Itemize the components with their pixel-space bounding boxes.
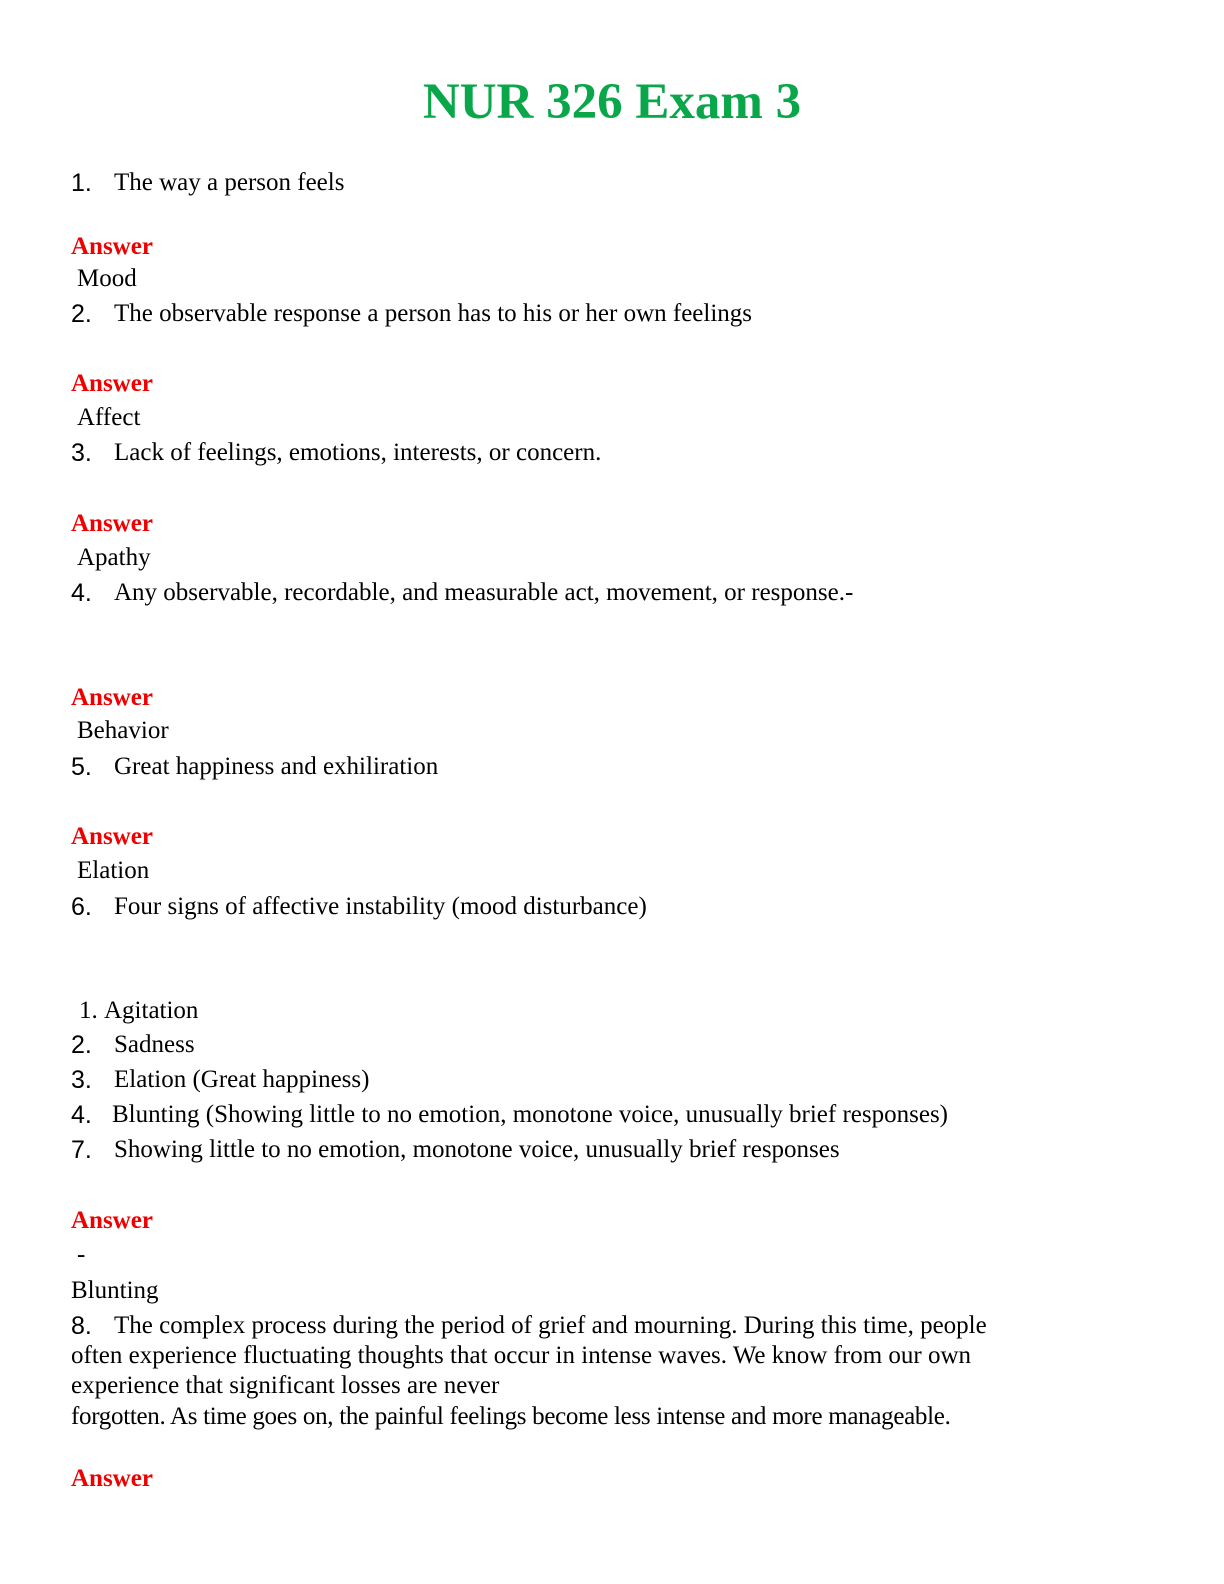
list-item-3: Elation (Great happiness) [114,1066,370,1093]
answer-text-3: Apathy [77,544,151,571]
question-text-2: The observable response a person has to his or her own feelings [114,300,753,327]
list-number-2: 2. [71,1031,92,1059]
question-number-2: 2. [71,300,92,328]
question-number-4: 4. [71,579,92,607]
question-text-8-line-3: experience that significant losses are never [71,1372,500,1399]
list-number-4: 4. [71,1101,92,1129]
page-title: NUR 326 Exam 3 [422,74,802,130]
question-number-1: 1. [71,169,92,197]
answer-label-2: Answer [71,370,153,397]
answer-dash-7: - [77,1241,86,1268]
question-text-3: Lack of feelings, emotions, interests, or concern. [114,439,602,466]
list-number-3: 3. [71,1066,92,1094]
question-number-6: 6. [71,893,92,921]
answer-text-2: Affect [77,404,141,431]
question-number-8: 8. [71,1312,92,1340]
question-text-6: Four signs of affective instability (mood disturbance) [114,893,647,920]
list-item-1: Agitation [104,997,199,1024]
answer-text-4: Behavior [77,717,169,744]
question-text-7: Showing little to no emotion, monotone voice, unusually brief responses [114,1136,840,1163]
question-text-8-line-4: forgotten. As time goes on, the painful feelings become less intense and more manageable. [71,1403,951,1430]
answer-label-7: Answer [71,1207,153,1234]
question-text-4: Any observable, recordable, and measurable act, movement, or response.- [114,579,854,606]
answer-label-5: Answer [71,823,153,850]
question-text-5: Great happiness and exhiliration [114,753,439,780]
answer-label-3: Answer [71,510,153,537]
question-number-3: 3. [71,439,92,467]
list-number-1: 1. [79,997,98,1024]
answer-label-4: Answer [71,684,153,711]
answer-label-8: Answer [71,1465,153,1492]
list-item-4: Blunting (Showing little to no emotion, monotone voice, unusually brief responses) [112,1101,949,1128]
question-number-7: 7. [71,1136,92,1164]
answer-text-5: Elation [77,857,150,884]
question-text-1: The way a person feels [114,169,345,196]
list-item-2: Sadness [114,1031,195,1058]
question-text-8-line-1: The complex process during the period of grief and mourning. During this time, people [114,1312,987,1339]
answer-text-1: Mood [77,265,137,292]
answer-text-7: Blunting [71,1277,159,1304]
question-text-8-line-2: often experience fluctuating thoughts that occur in intense waves. We know from our own [71,1342,972,1369]
question-number-5: 5. [71,753,92,781]
answer-label-1: Answer [71,233,153,260]
